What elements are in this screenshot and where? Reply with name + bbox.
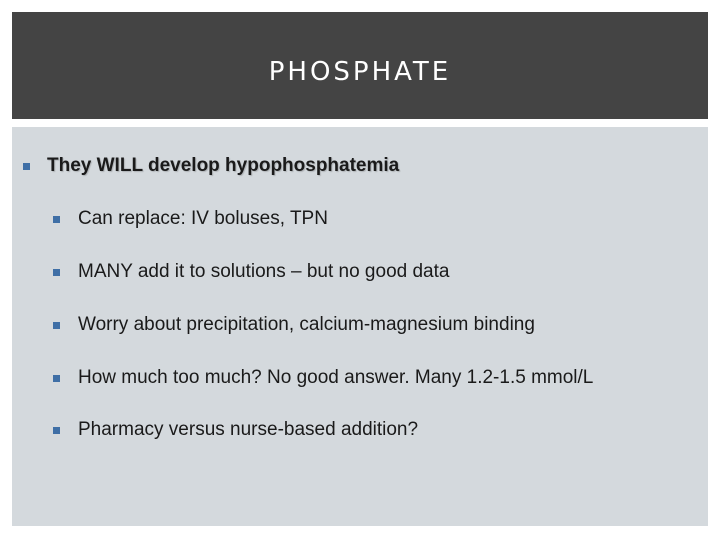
sub-bullet-text: How much too much? No good answer. Many 1.2-1.5 mmol/L: [78, 367, 594, 388]
square-bullet-icon: [53, 216, 60, 223]
square-bullet-icon: [53, 375, 60, 382]
sub-bullet-item: [53, 314, 535, 336]
square-bullet-icon: [53, 269, 60, 276]
square-bullet-icon: [53, 427, 60, 434]
slide-title: PHOSPHATE: [268, 56, 452, 87]
title-bar: [12, 12, 708, 119]
bullet-item: [23, 155, 399, 177]
sub-bullet-item: [53, 367, 593, 389]
content-panel: [12, 127, 708, 526]
sub-bullet-text: Can replace: IV boluses, TPN: [78, 208, 328, 229]
square-bullet-icon: [53, 322, 60, 329]
sub-bullet-item: [53, 261, 449, 283]
sub-bullet-text: Pharmacy versus nurse-based addition?: [78, 419, 419, 440]
sub-bullet-text: MANY add it to solutions – but no good data: [78, 261, 450, 282]
sub-bullet-item: [53, 419, 418, 441]
square-bullet-icon: [23, 163, 30, 170]
bullet-text: They WILL develop hypophosphatemia: [47, 155, 400, 176]
sub-bullet-text: Worry about precipitation, calcium-magnesium binding: [78, 314, 535, 335]
sub-bullet-item: [53, 208, 328, 230]
